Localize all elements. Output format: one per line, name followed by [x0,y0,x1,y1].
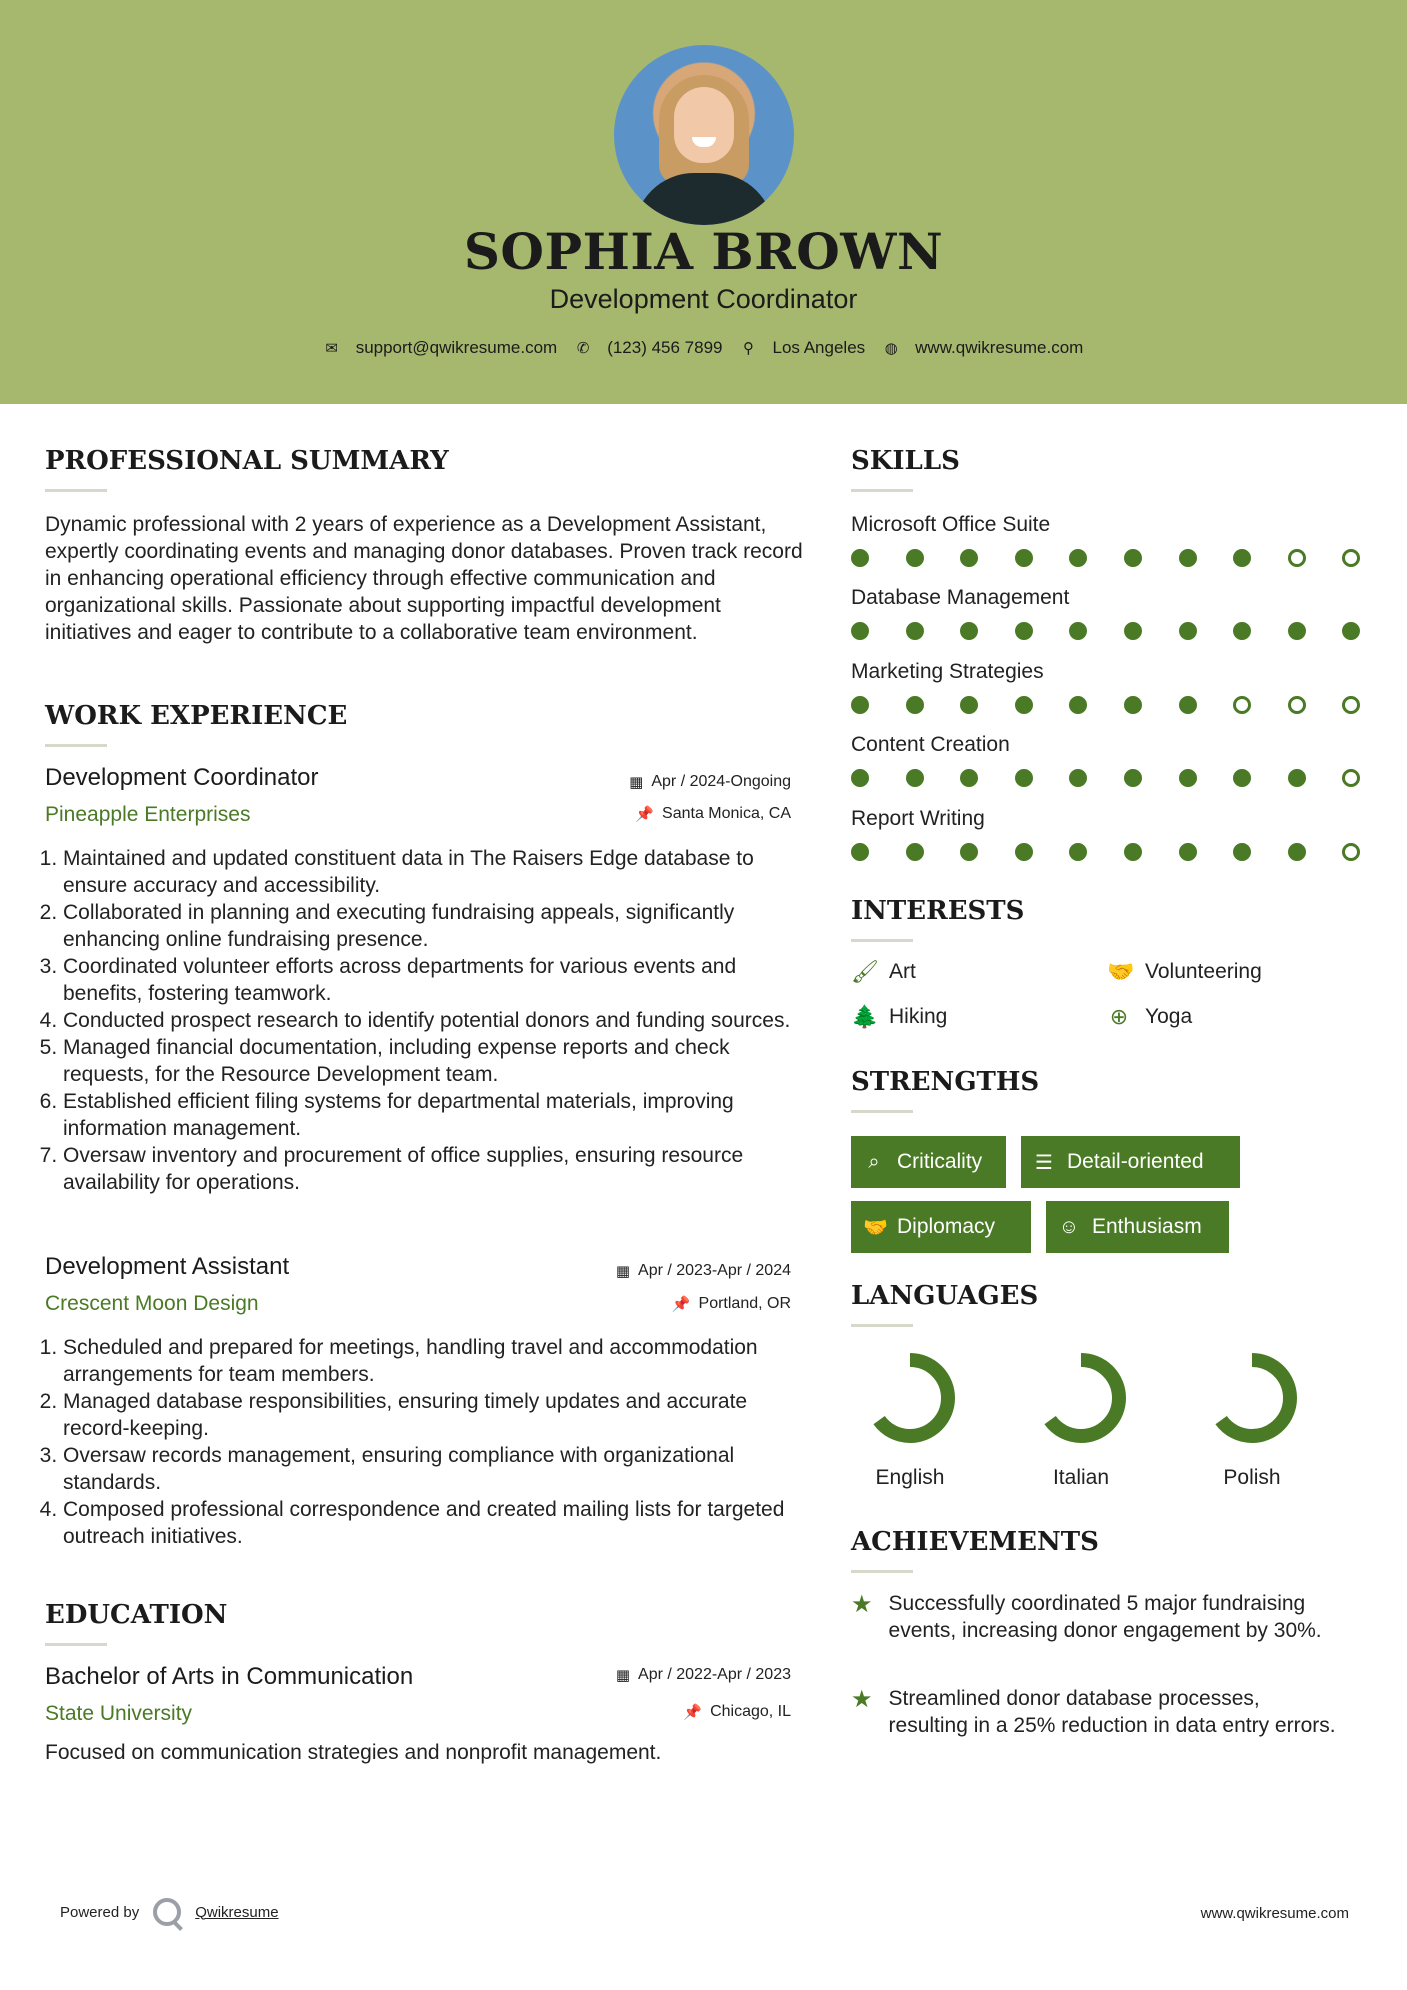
header-banner [0,0,1407,404]
summary-text: Dynamic professional with 2 years of experience as a Development Assistant, expertly coordinating events and managing donor databases. Proven track record in enhancing operational efficiency through effective communication and organizational skills. Passionate about supporting impactful development initiatives and eager to contribute to a collaborative team environment. [45,513,803,644]
job-company: Pineapple Enterprises [45,803,251,826]
profile-photo [614,45,794,225]
envelope-icon: ✉ [325,340,338,357]
interest-label: Hiking [889,1005,948,1028]
pushpin-icon: 📌 [635,806,655,823]
pushpin-icon: 📌 [683,1704,703,1721]
contact-email-text: support@qwikresume.com [355,338,558,357]
job-dates [540,1262,791,1280]
candidate-role: Development Coordinator [549,284,858,314]
language-level-ring [1204,1350,1300,1446]
language-label: Polish [1223,1466,1281,1489]
strength-label: Diplomacy [897,1215,996,1238]
job-dates-text: Apr / 2023-Apr / 2024 [638,1262,791,1279]
skill-name: Microsoft Office Suite [851,513,1051,536]
skill-dot-empty [1342,549,1360,567]
globe-icon: ◍ [884,340,898,357]
smile-icon: ☺ [1058,1215,1080,1238]
skill-rating [851,696,1371,716]
map-pin-icon: ⚲ [743,340,755,357]
skill-dot-filled [960,696,978,714]
list-item: 6. Established efficient filing systems for departmental materials, improving information management. [63,1088,805,1142]
skill-dot-filled [1124,769,1142,787]
skill-dot-filled [960,769,978,787]
skill-rating [851,769,1371,789]
powered-by-label: Powered by [60,1903,140,1921]
list-item: 3. Oversaw records management, ensuring compliance with organizational standards. [63,1442,805,1496]
contact-location [741,338,866,358]
calendar-icon: ▦ [615,1263,631,1280]
skill-dot-filled [851,769,869,787]
skill-rating [851,549,1371,569]
skill-dot-filled [906,549,924,567]
list-icon: ☰ [1035,1151,1053,1174]
pushpin-icon: 📌 [671,1296,691,1313]
achievements-heading: ACHIEVEMENTS [851,1527,1099,1557]
skill-dot-filled [1288,622,1306,640]
education-location-text: Chicago, IL [710,1703,791,1720]
skill-dot-filled [851,549,869,567]
degree-title: Bachelor of Arts in Communication [45,1663,414,1690]
skill-dot-filled [1233,769,1251,787]
contact-website-text: www.qwikresume.com [915,338,1084,357]
strength-label: Criticality [897,1150,983,1173]
experience-heading: WORK EXPERIENCE [45,701,348,731]
strength-label: Detail-oriented [1067,1150,1204,1173]
skills-divider [851,489,913,492]
skill-name: Database Management [851,586,1070,609]
skill-dot-filled [1069,843,1087,861]
skill-dot-filled [1069,769,1087,787]
skill-dot-filled [1288,769,1306,787]
contact-bar [0,338,1407,358]
education-dates-text: Apr / 2022-Apr / 2023 [638,1666,791,1683]
skill-dot-filled [1179,696,1197,714]
skill-dot-filled [1124,622,1142,640]
strengths-heading: STRENGTHS [851,1067,1040,1097]
qwikresume-link[interactable]: Qwikresume [195,1903,279,1921]
strength-label: Enthusiasm [1092,1215,1202,1238]
search-icon: ⌕ [868,1150,880,1173]
skill-dot-empty [1288,696,1306,714]
interest-volunteering [1107,959,1262,985]
interest-yoga [1107,1004,1192,1030]
achievements-divider [851,1570,913,1573]
interest-label: Yoga [1145,1005,1193,1028]
skill-dot-filled [960,622,978,640]
candidate-name: SOPHIA BROWN [463,222,944,281]
list-item: 1. Maintained and updated constituent data in The Raisers Edge database to ensure accuracy and accessibility. [63,845,805,899]
skill-dot-empty [1288,549,1306,567]
skill-dot-filled [1069,622,1087,640]
job-title: Development Coordinator [45,764,319,791]
qwikresume-logo-icon [153,1898,181,1926]
interests-heading: INTERESTS [851,896,1025,926]
list-item: 1. Scheduled and prepared for meetings, handling travel and accommodation arrangements for team members. [63,1334,805,1388]
phone-icon: ✆ [576,340,590,357]
skill-dot-filled [1233,843,1251,861]
achievement-text: Streamlined donor database processes, resulting in a 25% reduction in data entry errors. [888,1687,1336,1737]
interest-hiking [851,1004,947,1030]
interest-label: Volunteering [1145,960,1262,983]
skill-dot-filled [851,696,869,714]
language-item [1016,1350,1146,1490]
contact-location-text: Los Angeles [772,338,866,357]
language-label: English [875,1466,945,1489]
job-company: Crescent Moon Design [45,1292,259,1315]
skill-dot-filled [906,843,924,861]
summary-divider [45,489,107,492]
calendar-icon: ▦ [615,1667,631,1684]
skill-dot-filled [1015,843,1033,861]
list-item: 2. Collaborated in planning and executing fundraising appeals, significantly enhancing online fundraising presence. [63,899,805,953]
skill-dot-filled [1288,843,1306,861]
skill-dot-filled [1124,549,1142,567]
interest-art [851,959,916,985]
language-level-ring [1033,1350,1129,1446]
skill-dot-filled [1015,769,1033,787]
skill-rating [851,622,1371,642]
list-item: 4. Composed professional correspondence and created mailing lists for targeted outreach initiatives. [63,1496,805,1550]
strength-tag [1021,1136,1240,1188]
skill-dot-filled [1179,549,1197,567]
skills-heading: SKILLS [851,446,960,476]
language-label: Italian [1052,1466,1110,1489]
languages-divider [851,1324,913,1327]
list-item: 2. Managed database responsibilities, ensuring timely updates and accurate record-keeping. [63,1388,805,1442]
skill-name: Content Creation [851,733,1010,756]
skill-dot-filled [1015,696,1033,714]
language-level-ring [862,1350,958,1446]
contact-phone[interactable] [575,338,722,358]
skill-dot-empty [1342,696,1360,714]
job-location [540,1295,791,1313]
skill-dot-empty [1233,696,1251,714]
list-item: 7. Oversaw inventory and procurement of office supplies, ensuring resource availability for operations. [63,1142,805,1196]
skill-dot-filled [906,696,924,714]
education-dates [540,1666,791,1684]
skill-dot-filled [1179,843,1197,861]
contact-email[interactable] [324,338,558,358]
footer-site-link[interactable]: www.qwikresume.com [1200,1905,1349,1922]
job-location [540,805,791,823]
contact-website[interactable] [883,338,1083,358]
skill-dot-filled [906,622,924,640]
skill-dot-filled [851,622,869,640]
education-divider [45,1643,107,1646]
education-heading: EDUCATION [45,1600,228,1630]
calendar-icon: ▦ [629,774,644,791]
skill-dot-filled [1342,622,1360,640]
job-bullets [45,1334,805,1550]
job-location-text: Santa Monica, CA [662,805,791,822]
star-icon: ★ [851,1686,873,1713]
job-bullets [45,845,805,1196]
footer-powered-by [60,1898,279,1926]
handshake-icon: 🤝 [863,1216,888,1239]
skill-dot-filled [1069,549,1087,567]
star-icon: ★ [851,1591,873,1618]
job-title: Development Assistant [45,1253,290,1280]
list-item: 3. Coordinated volunteer efforts across departments for various events and benefits, fostering teamwork. [63,953,805,1007]
job-dates [540,773,791,791]
strength-tag [851,1201,1031,1253]
life-ring-icon: ⊕ [1109,1004,1129,1029]
list-item: 4. Conducted prospect research to identify potential donors and funding sources. [63,1007,805,1034]
paint-brush-icon: 🖌 [851,959,879,984]
achievement-text: Successfully coordinated 5 major fundraising events, increasing donor engagement by 30%. [888,1592,1322,1642]
skill-rating [851,843,1371,863]
education-location [540,1703,791,1721]
skill-dot-filled [1124,843,1142,861]
skill-dot-filled [1233,549,1251,567]
skill-dot-filled [1179,622,1197,640]
strengths-divider [851,1110,913,1113]
language-item [845,1350,975,1490]
achievement-item [851,1590,1341,1644]
skill-name: Report Writing [851,807,985,830]
skill-name: Marketing Strategies [851,660,1044,683]
education-description: Focused on communication strategies and nonprofit management. [45,1741,662,1764]
strength-tag [851,1136,1006,1188]
contact-phone-text: (123) 456 7899 [607,338,723,357]
tree-icon: 🌲 [851,1004,879,1029]
skill-dot-filled [1233,622,1251,640]
skill-dot-empty [1342,769,1360,787]
interest-label: Art [889,960,916,983]
skill-dot-filled [1015,622,1033,640]
skill-dot-filled [960,549,978,567]
job-location-text: Portland, OR [698,1295,791,1312]
skill-dot-filled [1069,696,1087,714]
list-item: 5. Managed financial documentation, including expense reports and check requests, for the Resource Development team. [63,1034,805,1088]
strength-tag [1046,1201,1229,1253]
school-name: State University [45,1702,193,1725]
language-item [1187,1350,1317,1490]
skill-dot-filled [906,769,924,787]
skill-dot-filled [960,843,978,861]
languages-heading: LANGUAGES [851,1281,1039,1311]
skill-dot-filled [1124,696,1142,714]
handshake-icon: 🤝 [1107,959,1135,984]
skill-dot-empty [1342,843,1360,861]
experience-divider [45,744,107,747]
achievement-item [851,1685,1341,1739]
skill-dot-filled [1015,549,1033,567]
skill-dot-filled [1179,769,1197,787]
job-dates-text: Apr / 2024-Ongoing [651,773,791,790]
summary-heading: PROFESSIONAL SUMMARY [45,446,449,476]
skill-dot-filled [851,843,869,861]
interests-divider [851,939,913,942]
